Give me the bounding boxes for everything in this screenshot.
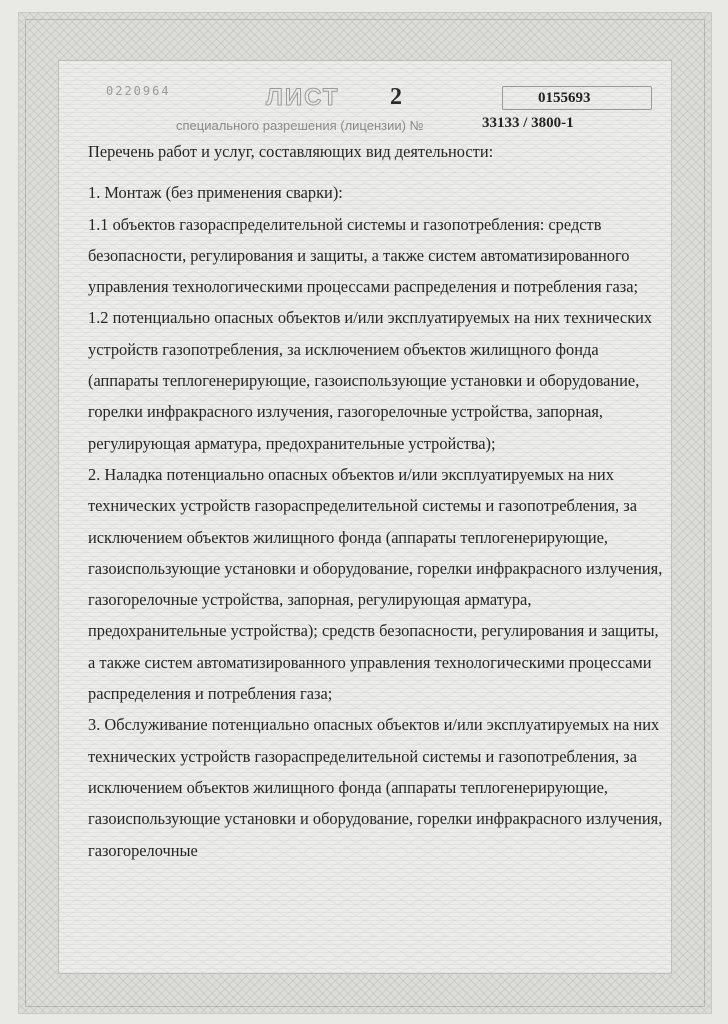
sheet-number: 2 <box>390 84 402 110</box>
serial-number-left: 0220964 <box>106 84 171 98</box>
sheet-title: ЛИСТ <box>266 84 340 111</box>
paragraph-2: 2. Наладка потенциально опасных объектов и/или эксплуатируемых на них технических устройств газораспределительной системы и газопотребления, за исключением объектов жилищного фонда (аппараты теплогенерирующие, газоиспользующие установки и оборудование, горелки инфракрасного излучения, газогорелочные устройства, запорная, регулирующая арматура, предохранительные устройства); средств безопасности, регулирования и защиты, а также систем автоматизированного управления технологическими процессами распределения и потребления газа; <box>88 464 663 704</box>
document-body <box>88 136 664 866</box>
paragraph-1: 1. Монтаж (без применения сварки): <box>88 183 343 203</box>
license-subtitle: специального разрешения (лицензии) № <box>176 118 424 133</box>
paragraph-1-2: 1.2 потенциально опасных объектов и/или эксплуатируемых на них технических устройств газопотребления, за исключением объектов жилищного фонда (аппараты теплогенерирующие, газоиспользующие установки и оборудование, горелки инфракрасного излучения, газогорелочные устройства, запорная, регулирующая арматура, предохранительные устройства); <box>88 308 653 453</box>
paragraph-1-1: 1.1 объектов газораспределительной системы и газопотребления: средств безопасности, регулирования и защиты, а также систем автоматизированного управления технологическими процессами распределения и потребления газа; <box>88 214 639 297</box>
license-number: 33133 / 3800-1 <box>482 115 574 131</box>
form-number: 0155693 <box>538 90 591 106</box>
paragraph-3: 3. Обслуживание потенциально опасных объектов и/или эксплуатируемых на них технических устройств газораспределительной системы и газопотребления, за исключением объектов жилищного фонда (аппараты теплогенерирующие, газоиспользующие установки и оборудование, горелки инфракрасного излучения, газогорелочные <box>88 715 663 860</box>
list-heading: Перечень работ и услуг, составляющих вид деятельности: <box>88 142 494 161</box>
